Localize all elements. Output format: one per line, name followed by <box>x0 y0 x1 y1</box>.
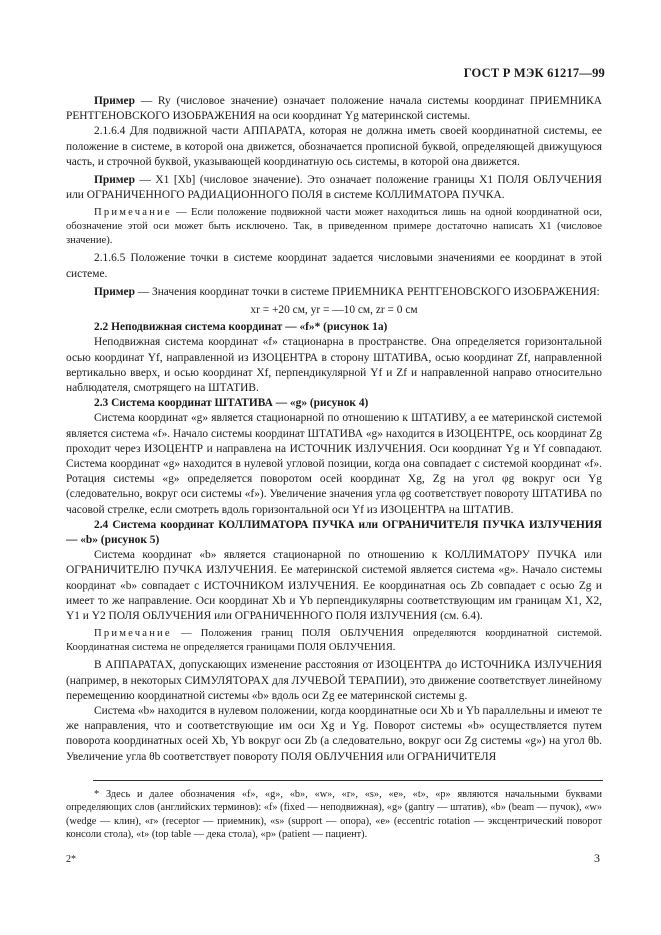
example-paragraph <box>66 94 602 124</box>
section-paragraph: В АППАРАТАХ, допускающих изменение расстояния от ИЗОЦЕНТРА до ИСТОЧНИКА ИЗЛУЧЕНИЯ (например, в некоторых СИМУЛЯТОРАХ для ЛУЧЕВОЙ ТЕРАПИИ), это движение соответствует линейному перемещению координатной системы «b» вдоль оси Zg ее материнской системы g. <box>66 659 602 702</box>
paragraph-text: — X1 [Xb] (числовое значение). Это означает положение границы X1 ПОЛЯ ОБЛУЧЕНИЯ или ОГРАНИЧЕННОГО РАДИАЦИОННОГО ПОЛЯ в системе КОЛЛИМАТОРА ПУЧКА. <box>66 174 602 202</box>
document-header: ГОСТ Р МЭК 61217—99 <box>463 66 605 80</box>
section-paragraph: Система «b» находится в нулевом положении, когда координатные оси Xb и Yb параллельны и имеют те же направления, что и соответствующие им оси Xg и Yg. Поворот системы «b» осуществляется путем поворота координатных осей Xb, Yb вокруг оси Zb (а следовательно, вокруг оси Zg системы «g») на угол θb. Увеличение угла θb соответствует повороту ПОЛЯ ОБЛУЧЕНИЯ или ОГРАНИЧИТЕЛЯ <box>66 704 602 763</box>
section-paragraph: Неподвижная система координат «f» стационарна в пространстве. Она определяется горизонтальной осью координат Yf, направленной из ИЗОЦЕНТРА в сторону ШТАТИВА, осью координат Zf, направленной вертикально вверх, и осью координат Xf, перпендикулярной Yf и Zf и направленной направо относительно наблюдателя, смотрящего на ШТАТИВ. <box>66 336 602 395</box>
paragraph-text: — Положения границ ПОЛЯ ОБЛУЧЕНИЯ определяются координатной системой. Координатная система не определяется границами ПОЛЯ ОБЛУЧЕНИЯ. <box>66 628 602 654</box>
coordinate-formula: xr = +20 см, yr = —10 см, zr = 0 см <box>250 304 418 317</box>
footnote-divider <box>93 780 603 781</box>
paragraph-text: — Значения координат точки в системе ПРИЕМНИКА РЕНТГЕНОВСКОГО ИЗОБРАЖЕНИЯ: <box>134 285 600 298</box>
section-paragraph: Система координат «b» является стационарной по отношению к КОЛЛИМАТОРУ ПУЧКА или ОГРАНИЧИТЕЛЮ ПУЧКА ИЗЛУЧЕНИЯ. Ее материнской системой является система «g». Начало системы координат «b» совпадает с ИСТОЧНИКОМ ИЗЛУЧЕНИЯ. Ее координатная ось Zb совпадает с осью Zg и имеет то же направление. Оси координат Xb и Yb перпендикулярны соответствующим им границам X1, X2, Y1 и Y2 ПОЛЯ ОБЛУЧЕНИЯ или ОГРАНИЧЕННОГО ПОЛЯ ИЗЛУЧЕНИЯ (см. 6.4). <box>66 549 602 623</box>
note-paragraph <box>66 206 602 248</box>
footnote-text: * Здесь и далее обозначения «f», «g», «b», «w», «r», «s», «e», «t», «p» являются начальными буквами определяющих слов (английских терминов): «f» (fixed — неподвижная), «g» (gantry — штатив), «b» (beam — пучок), «w» (wedge — клин), «r» (receptor — приемник), «s» (support — опора), «e» (eccentric rotation — эксцентрический поворот консоли стола), «t» (top table — дека стола), «p» (patient — пациент). <box>66 789 602 841</box>
section-heading: 2.2 Неподвижная система координат — «f»* (рисунок 1а) <box>94 321 388 334</box>
paragraph-text: — Ry (числовое значение) означает положение начала системы координат ПРИЕМНИКА РЕНТГЕНОВСКОГО ИЗОБРАЖЕНИЯ на оси координат Yg материнской системы. <box>66 95 602 123</box>
example-label: Пример <box>94 285 135 298</box>
example-label: Пример <box>94 174 135 187</box>
signature-mark: 2* <box>66 854 76 865</box>
note-paragraph <box>66 627 602 655</box>
clause-paragraph: 2.1.6.5 Положение точки в системе координат задается числовыми значениями ее координат в этой системе. <box>66 252 602 280</box>
example-label: Пример <box>94 95 135 107</box>
page-number: 3 <box>594 851 600 865</box>
note-label: Примечание <box>94 207 172 219</box>
clause-paragraph: 2.1.6.4 Для подвижной части АППАРАТА, которая не должна иметь своей координатной системы, ее положение в системе, в которой она движется, обозначается прописной буквой, определяющей движущуюся часть, и строчной буквой, указывающей координатную ось системы, в которой она движется. <box>66 125 602 168</box>
section-heading: 2.4 Система координат КОЛЛИМАТОРА ПУЧКА или ОГРАНИЧИТЕЛЯ ПУЧКА ИЗЛУЧЕНИЯ — «b» (рисунок 5) <box>66 518 602 547</box>
section-heading: 2.3 Система координат ШТАТИВА — «g» (рисунок 4) <box>94 397 369 410</box>
example-paragraph <box>66 285 602 300</box>
paragraph-text: — Если положение подвижной части может находиться лишь на одной координатной оси, обозначение этой оси может быть исключено. Так, в приведенном примере достаточно написать X1 (числовое значение). <box>66 207 602 247</box>
footnote <box>66 788 602 842</box>
section-paragraph: Система координат «g» является стационарной по отношению к ШТАТИВУ, а ее материнской системой является система «f». Начало системы координат ШТАТИВА «g» находится в ИЗОЦЕНТРЕ, ось координат Zg проходит через ИЗОЦЕНТР и направлена на ИСТОЧНИК ИЗЛУЧЕНИЯ. Оси координат Yg и Yf совпадают. Система координат «g» находится в нулевой угловой позиции, когда она совпадает с системой координат «f». Ротация системы «g» определяется поворотом осей координат Xg, Zg на угол φg вокруг оси Yg (следовательно, вокруг оси системы «f»). Увеличение значения угла φg соответствует повороту ШТАТИВА по часовой стрелке, если смотреть вдоль горизонтальной оси Yf из ИЗОЦЕНТРА на ШТАТИВ. <box>66 412 602 516</box>
note-label: Примечание <box>94 628 172 640</box>
document-body <box>66 94 602 765</box>
example-paragraph <box>66 173 602 203</box>
